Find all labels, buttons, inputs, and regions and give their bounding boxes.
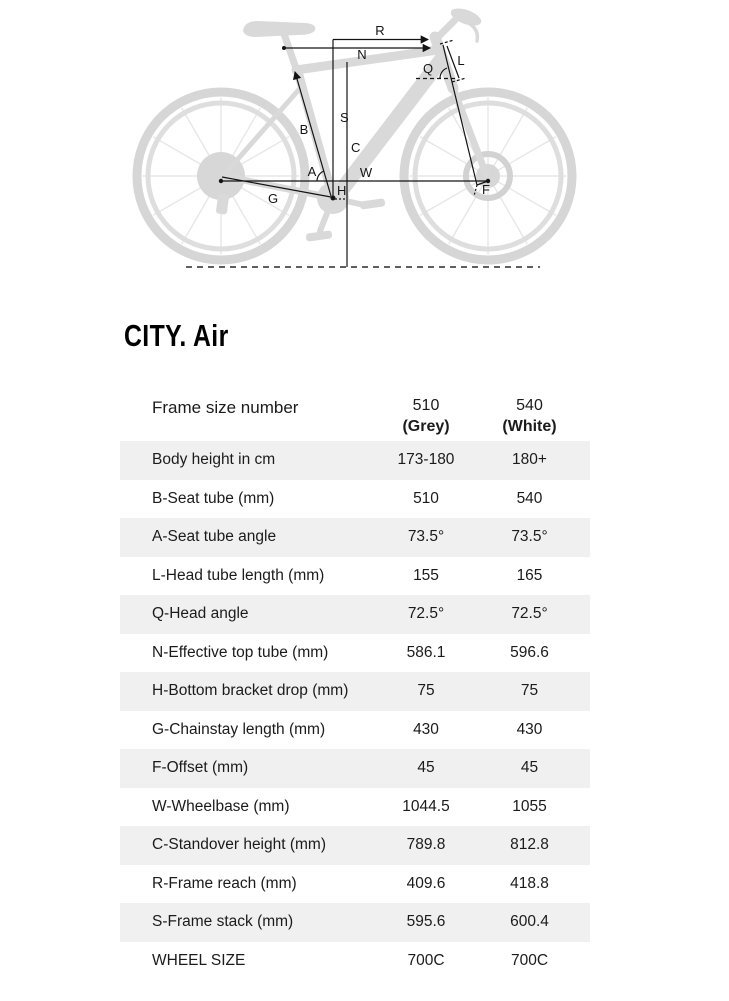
label-L: L xyxy=(457,53,465,68)
row-label: N-Effective top tube (mm) xyxy=(152,643,329,661)
label-C: C xyxy=(351,140,361,155)
stem xyxy=(437,20,455,38)
label-H: H xyxy=(337,183,347,198)
label-S: S xyxy=(340,110,349,125)
value-540: 600.4 xyxy=(510,913,549,931)
value-540: 812.8 xyxy=(510,836,549,854)
row-label: A-Seat tube angle xyxy=(152,528,277,546)
table-row xyxy=(120,788,590,827)
label-A: A xyxy=(307,164,317,179)
size-540: 540 xyxy=(516,397,543,414)
column-header-540 xyxy=(482,395,577,437)
label-R: R xyxy=(375,23,385,38)
table-row xyxy=(120,557,590,596)
column-header-frame-size: Frame size number xyxy=(152,398,299,417)
value-540: 75 xyxy=(520,682,539,700)
label-N: N xyxy=(357,47,367,62)
value-510: 73.5° xyxy=(407,528,445,546)
table-row xyxy=(120,441,590,480)
value-540: 700C xyxy=(510,951,549,969)
row-label: S-Frame stack (mm) xyxy=(152,913,294,931)
value-540: 430 xyxy=(516,720,543,738)
label-G: G xyxy=(267,191,279,206)
value-510: 430 xyxy=(413,720,439,738)
value-510: 586.1 xyxy=(406,643,446,661)
row-label: B-Seat tube (mm) xyxy=(152,489,275,507)
row-label: WHEEL SIZE xyxy=(152,951,246,969)
value-510: 700C xyxy=(407,951,445,969)
row-label: G-Chainstay length (mm) xyxy=(152,720,326,738)
row-label: C-Standover height (mm) xyxy=(152,836,327,854)
bike-frame xyxy=(216,5,486,242)
table-row xyxy=(120,672,590,711)
value-540: 165 xyxy=(516,566,543,584)
row-label: Body height in cm xyxy=(152,451,276,469)
label-B: B xyxy=(299,122,309,137)
table-row xyxy=(120,942,590,981)
page-title: CITY. Air xyxy=(124,318,229,353)
value-540: 180+ xyxy=(512,451,547,469)
value-510: 595.6 xyxy=(406,913,446,931)
value-540: 540 xyxy=(516,489,543,507)
row-label: Q-Head angle xyxy=(152,605,249,623)
row-label: L-Head tube length (mm) xyxy=(152,566,325,584)
table-row xyxy=(120,480,590,519)
value-540: 418.8 xyxy=(510,874,549,892)
table-row xyxy=(120,711,590,750)
bike-geometry-diagram xyxy=(0,0,729,290)
value-510: 75 xyxy=(417,682,435,700)
value-510: 155 xyxy=(413,566,439,584)
column-header-510 xyxy=(370,395,482,437)
saddle xyxy=(243,21,315,37)
value-540: 73.5° xyxy=(511,528,548,546)
color-grey: (Grey) xyxy=(402,418,450,435)
value-510: 409.6 xyxy=(406,874,446,892)
row-label: H-Bottom bracket drop (mm) xyxy=(152,682,349,700)
table-row xyxy=(120,518,590,557)
row-label: R-Frame reach (mm) xyxy=(152,874,297,892)
color-white: (White) xyxy=(502,418,557,435)
table-row xyxy=(120,903,590,942)
row-label: W-Wheelbase (mm) xyxy=(152,797,290,815)
value-540: 596.6 xyxy=(510,643,549,661)
bike-silhouette xyxy=(137,5,572,260)
brake-lever xyxy=(470,24,477,41)
value-540: 45 xyxy=(520,759,539,777)
value-510: 510 xyxy=(413,489,439,507)
table-row xyxy=(120,749,590,788)
value-540: 72.5° xyxy=(511,605,548,623)
table-row xyxy=(120,826,590,865)
value-540: 1055 xyxy=(512,797,547,815)
value-510: 173-180 xyxy=(397,451,455,469)
geometry-table xyxy=(120,392,590,980)
value-510: 789.8 xyxy=(406,836,446,854)
value-510: 45 xyxy=(417,759,435,777)
table-header-row xyxy=(120,392,590,441)
label-Q: Q xyxy=(422,61,434,76)
label-W: W xyxy=(359,165,373,180)
table-row xyxy=(120,595,590,634)
value-510: 1044.5 xyxy=(402,797,450,815)
table-row xyxy=(120,865,590,904)
value-510: 72.5° xyxy=(407,605,445,623)
size-510: 510 xyxy=(412,397,440,414)
row-label: F-Offset (mm) xyxy=(152,759,249,777)
table-row xyxy=(120,634,590,673)
label-F: F xyxy=(482,182,490,197)
